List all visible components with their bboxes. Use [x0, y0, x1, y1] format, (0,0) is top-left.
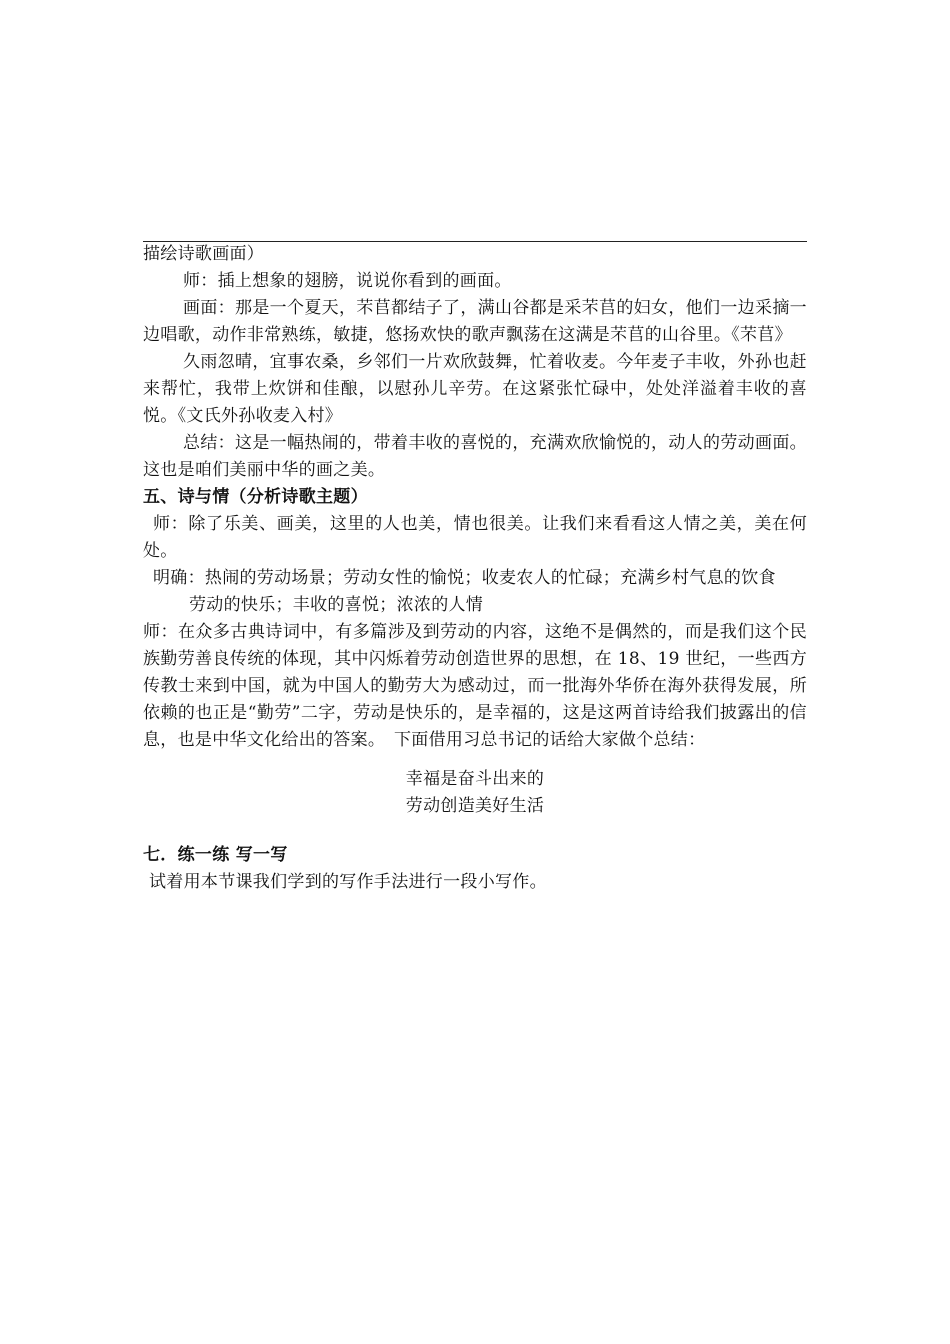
paragraph-draw-picture-tail: 描绘诗歌画面）	[143, 244, 265, 264]
paragraph-summary: 总结：这是一幅热闹的，带着丰收的喜悦的，充满欢欣愉悦的，动人的劳动画面。这也是咱们美丽中华的画之美。	[143, 433, 807, 480]
paragraph-writing-task: 试着用本节课我们学到的写作手法进行一段小写作。	[149, 872, 547, 892]
section-heading-seven: 七．练一练 写一写	[143, 845, 288, 865]
spacer	[143, 754, 807, 766]
quote-line-one: 幸福是奋斗出来的	[405, 769, 545, 789]
paragraph-teacher-labor: 师：在众多古典诗词中，有多篇涉及到劳动的内容，这绝不是偶然的，而是我们这个民族勤劳善良传统的体现，其中闪烁着劳动创造世界的思想，在 18、19 世纪，一些西方传教士来到中国，就为中国人的勤劳大为感动过，而一批海外华侨在海外获得发展，所依赖的也正是“勤劳”二字，劳动是快乐的，是幸福的，这是这两首诗给我们披露出的信息，也是中华文化给出的答案。 下面借用习总书记的话给大家做个总结：	[143, 622, 807, 750]
section-heading-five: 五、诗与情（分析诗歌主题）	[143, 487, 368, 507]
paragraph-clarification: 明确：热闹的劳动场景；劳动女性的愉悦；收麦农人的忙碌；充满乡村气息的饮食	[153, 568, 776, 588]
spacer	[143, 820, 807, 842]
paragraph-joy-list: 劳动的快乐；丰收的喜悦；浓浓的人情	[189, 595, 484, 615]
quote-line-two: 劳动创造美好生活	[405, 796, 545, 816]
document-body	[143, 241, 807, 896]
paragraph-harvest-scene: 久雨忽晴，宜事农桑，乡邻们一片欢欣鼓舞，忙着收麦。今年麦子丰收，外孙也赶来帮忙，我带上炊饼和佳酿，以慰孙儿辛劳。在这紧张忙碌中，处处洋溢着丰收的喜悦。《文氏外孙收麦入村》	[143, 352, 807, 426]
paragraph-teacher-prompt: 师：插上想象的翅膀，说说你看到的画面。	[183, 271, 512, 291]
paragraph-teacher-emotion: 师：除了乐美、画美，这里的人也美，情也很美。让我们来看看这人情之美，美在何处。	[143, 514, 807, 561]
paragraph-fuyi-scene: 画面：那是一个夏天，芣苢都结子了，满山谷都是采芣苢的妇女，他们一边采摘一边唱歌，动作非常熟练，敏捷，悠扬欢快的歌声飘荡在这满是芣苢的山谷里。《芣苢》	[143, 298, 807, 345]
